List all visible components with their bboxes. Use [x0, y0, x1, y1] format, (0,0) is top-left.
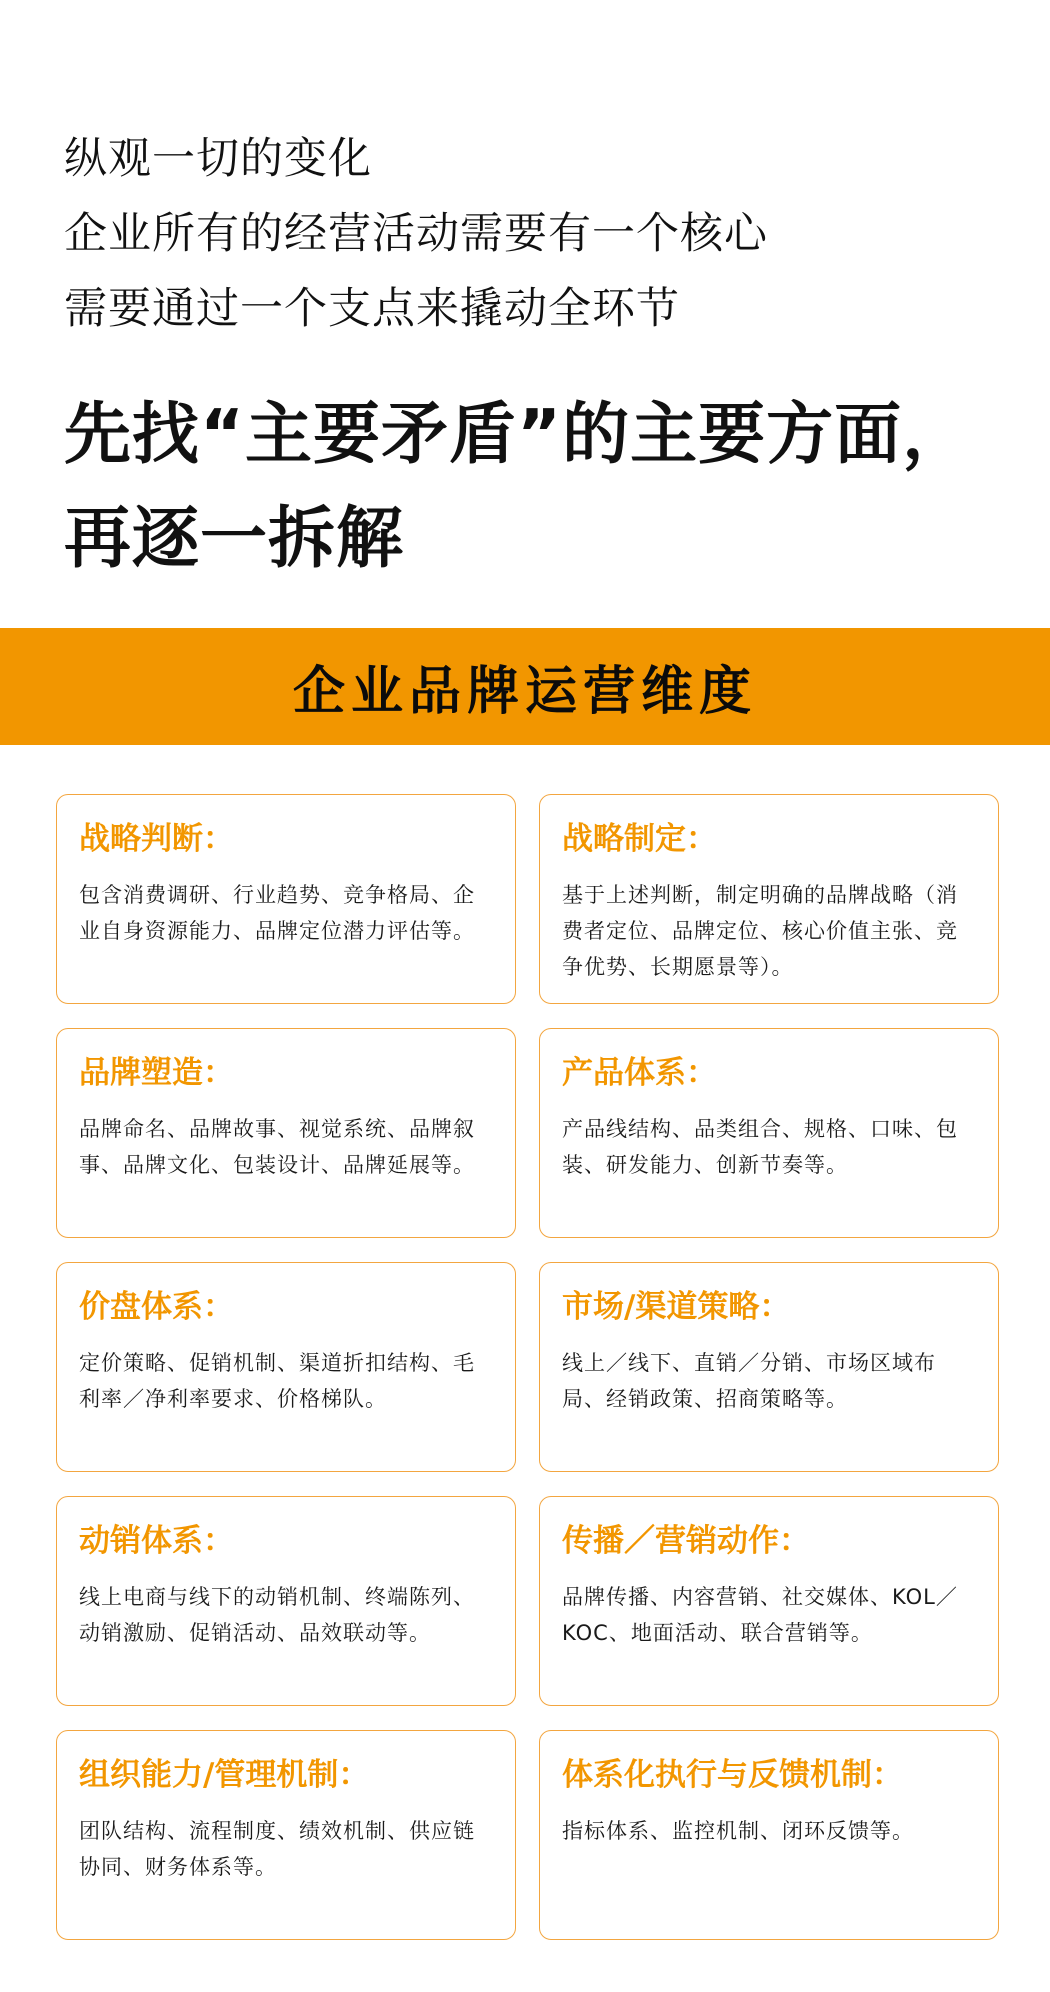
dimension-card	[539, 1730, 999, 1940]
card-description: 产品线结构、品类组合、规格、口味、包装、研发能力、创新节奏等。	[562, 1117, 958, 1177]
dimension-card	[56, 1028, 516, 1238]
card-title: 战略判断：	[79, 821, 234, 857]
headline-line: 先找“主要矛盾”的主要方面，	[64, 395, 971, 473]
intro-line: 纵观一切的变化	[64, 134, 372, 184]
dimension-card	[56, 1262, 516, 1472]
dimension-card	[539, 1262, 999, 1472]
intro-line: 企业所有的经营活动需要有一个核心	[64, 209, 768, 259]
dimension-grid	[56, 794, 999, 1940]
dimension-card	[56, 1496, 516, 1706]
headline	[64, 382, 1024, 590]
dimension-card	[539, 794, 999, 1004]
card-description: 品牌传播、内容营销、社交媒体、KOL／KOC、地面活动、联合营销等。	[562, 1585, 958, 1645]
dimension-card	[56, 794, 516, 1004]
card-description: 定价策略、促销机制、渠道折扣结构、毛利率／净利率要求、价格梯队。	[79, 1351, 475, 1411]
card-title: 组织能力/管理机制：	[79, 1757, 370, 1793]
card-title: 战略制定：	[562, 821, 717, 857]
card-title: 传播／营销动作：	[562, 1523, 810, 1559]
intro-line: 需要通过一个支点来撬动全环节	[64, 284, 680, 334]
card-title: 品牌塑造：	[79, 1055, 234, 1091]
card-title: 动销体系：	[79, 1523, 234, 1559]
card-title: 体系化执行与反馈机制：	[562, 1757, 903, 1793]
card-title: 产品体系：	[562, 1055, 717, 1091]
dimension-card	[539, 1496, 999, 1706]
card-description: 线上电商与线下的动销机制、终端陈列、动销激励、促销活动、品效联动等。	[79, 1585, 475, 1645]
card-title: 价盘体系：	[79, 1289, 234, 1325]
card-description: 包含消费调研、行业趋势、竞争格局、企业自身资源能力、品牌定位潜力评估等。	[79, 883, 475, 943]
intro-text	[64, 122, 1004, 347]
card-description: 指标体系、监控机制、闭环反馈等。	[562, 1819, 914, 1843]
card-description: 基于上述判断，制定明确的品牌战略（消费者定位、品牌定位、核心价值主张、竞争优势、长期愿景等）。	[562, 883, 958, 979]
section-banner	[0, 628, 1050, 745]
dimension-card	[539, 1028, 999, 1238]
card-description: 品牌命名、品牌故事、视觉系统、品牌叙事、品牌文化、包装设计、品牌延展等。	[79, 1117, 475, 1177]
card-description: 线上／线下、直销／分销、市场区域布局、经销政策、招商策略等。	[562, 1351, 936, 1411]
headline-line: 再逐一拆解	[64, 499, 404, 577]
section-title: 企业品牌运营维度	[292, 662, 757, 722]
card-description: 团队结构、流程制度、绩效机制、供应链协同、财务体系等。	[79, 1819, 475, 1879]
dimension-card	[56, 1730, 516, 1940]
card-title: 市场/渠道策略：	[562, 1289, 791, 1325]
